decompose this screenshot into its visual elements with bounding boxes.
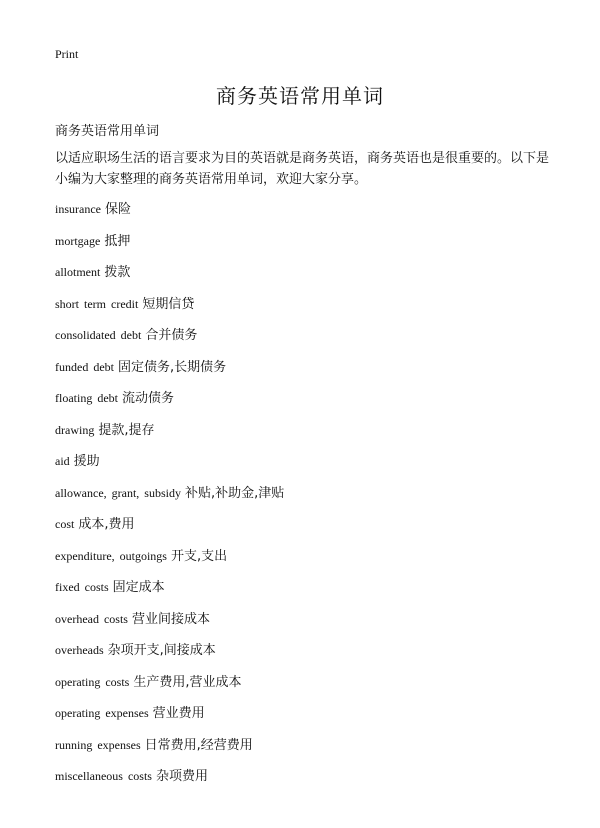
- term-english: cost: [55, 517, 75, 531]
- term-english: operating costs: [55, 674, 130, 689]
- term-english: drawing: [55, 422, 95, 437]
- term-item: [55, 387, 284, 419]
- term-chinese: 提款,提存: [98, 422, 155, 438]
- term-item: [55, 545, 284, 577]
- term-list: [55, 198, 284, 797]
- term-english: consolidated debt: [55, 328, 142, 342]
- term-english: miscellaneous costs: [55, 769, 152, 783]
- term-english: overhead costs: [55, 611, 128, 626]
- term-english: expenditure, outgoings: [55, 548, 167, 563]
- term-chinese: 保险: [104, 202, 131, 217]
- term-item: [55, 765, 284, 797]
- term-english: funded debt: [55, 359, 114, 374]
- term-chinese: 合并债务: [145, 328, 198, 343]
- term-item: [55, 198, 284, 230]
- term-chinese: 抵押: [104, 233, 131, 249]
- article-subtitle: 商务英语常用单词: [55, 124, 160, 139]
- print-link[interactable]: Print: [55, 47, 79, 61]
- term-english: allotment: [55, 265, 101, 279]
- term-item: [55, 734, 284, 766]
- term-english: overheads: [55, 643, 104, 657]
- term-item: [55, 324, 284, 356]
- term-item: [55, 230, 284, 262]
- term-item: [55, 261, 284, 293]
- term-item: [55, 639, 284, 671]
- term-item: [55, 671, 284, 703]
- term-english: operating expenses: [55, 706, 149, 720]
- term-english: fixed costs: [55, 580, 109, 594]
- term-english: mortgage: [55, 233, 101, 248]
- term-chinese: 杂项费用: [155, 769, 208, 784]
- term-chinese: 短期信贷: [142, 296, 195, 312]
- term-chinese: 援助: [73, 454, 100, 469]
- term-chinese: 开支,支出: [170, 548, 228, 564]
- term-chinese: 固定债务,长期债务: [117, 359, 227, 375]
- term-english: floating debt: [55, 391, 118, 405]
- term-chinese: 固定成本: [112, 580, 165, 595]
- term-chinese: 成本,费用: [78, 517, 135, 532]
- term-english: insurance: [55, 202, 101, 216]
- term-chinese: 营业间接成本: [131, 611, 210, 627]
- term-chinese: 补贴,补助金,津贴: [184, 485, 285, 501]
- term-item: [55, 419, 284, 451]
- term-chinese: 杂项开支,间接成本: [107, 643, 216, 658]
- term-item: [55, 482, 284, 514]
- term-item: [55, 576, 284, 608]
- term-chinese: 日常费用,经营费用: [144, 737, 253, 753]
- intro-paragraph: 以适应职场生活的语言要求为目的英语就是商务英语，商务英语也是很重要的。以下是小编为大家整理的商务英语常用单词，欢迎大家分享。: [55, 151, 550, 187]
- term-item: [55, 356, 284, 388]
- term-english: running expenses: [55, 737, 141, 752]
- term-item: [55, 450, 284, 482]
- term-chinese: 生产费用,营业成本: [133, 674, 242, 690]
- term-chinese: 流动债务: [121, 391, 174, 406]
- term-item: [55, 608, 284, 640]
- term-item: [55, 513, 284, 545]
- term-item: [55, 293, 284, 325]
- term-chinese: 拨款: [104, 265, 131, 280]
- term-chinese: 营业费用: [152, 706, 205, 721]
- term-english: short term credit: [55, 296, 139, 311]
- page-title: 商务英语常用单词: [216, 84, 384, 108]
- term-item: [55, 702, 284, 734]
- term-english: allowance, grant, subsidy: [55, 485, 181, 500]
- term-english: aid: [55, 454, 70, 468]
